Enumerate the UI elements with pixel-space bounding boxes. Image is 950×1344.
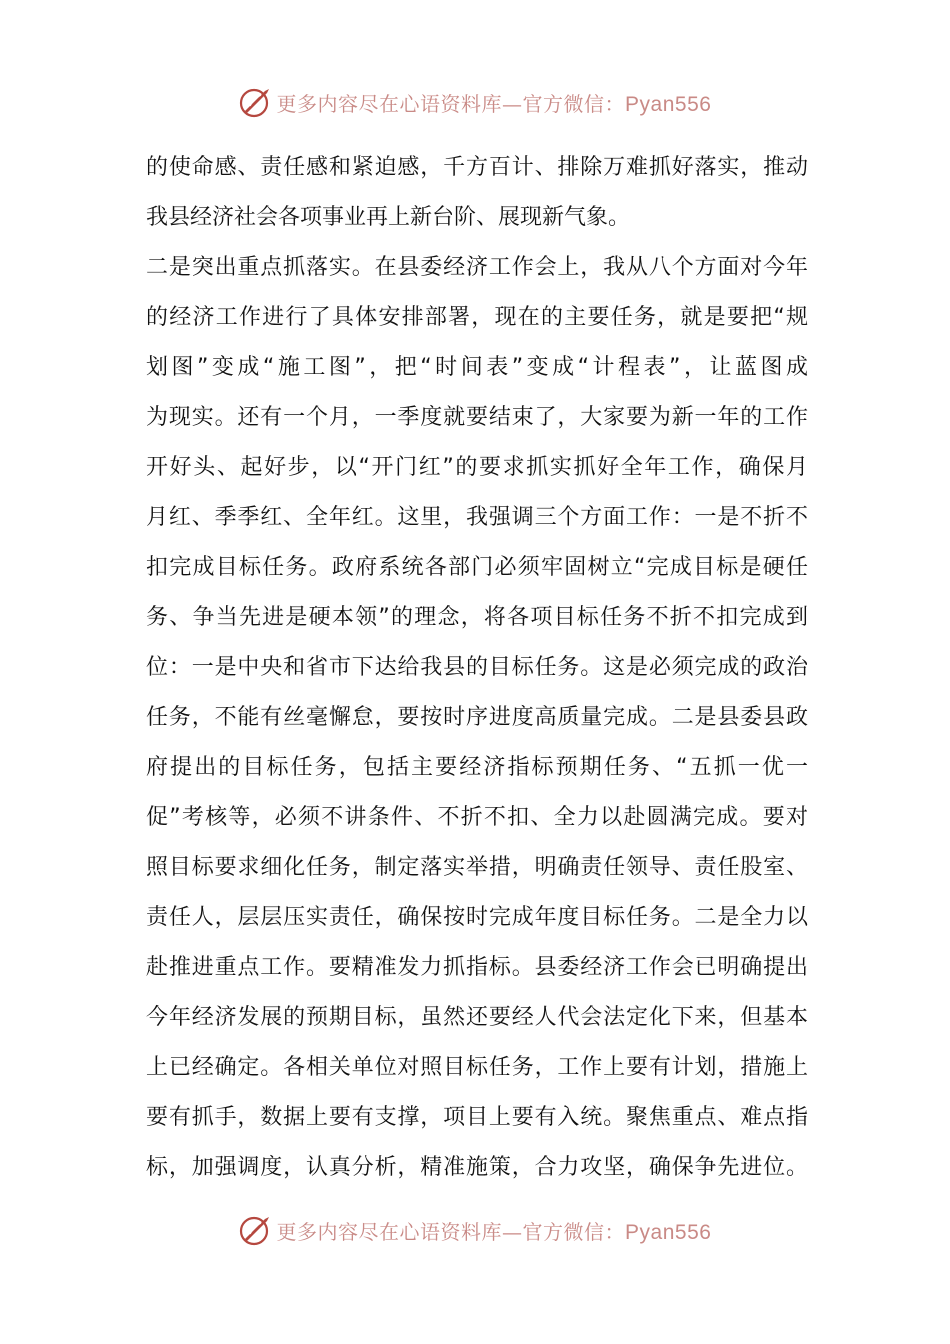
body-line-16: 责任人，层层压实责任，确保按时完成年度目标任务。二是全力以 bbox=[146, 905, 808, 930]
body-line-2: 我县经济社会各项事业再上新台阶、展现新气象。 bbox=[146, 205, 631, 230]
body-line-12: 任务，不能有丝毫懈怠，要按时序进度高质量完成。二是县委县政 bbox=[146, 705, 808, 730]
body-line-11: 位：一是中央和省市下达给我县的目标任务。这是必须完成的政治 bbox=[146, 655, 808, 680]
body-line-10: 务、争当先进是硬本领”的理念，将各项目标任务不折不扣完成到 bbox=[146, 605, 808, 630]
body-line-3: 二是突出重点抓落实。在县委经济工作会上，我从八个方面对今年 bbox=[146, 255, 808, 280]
body-line-19: 上已经确定。各相关单位对照目标任务，工作上要有计划，措施上 bbox=[146, 1055, 808, 1080]
body-line-8: 月红、季季红、全年红。这里，我强调三个方面工作：一是不折不 bbox=[146, 505, 808, 530]
quill-pen-logo-icon bbox=[239, 1213, 273, 1247]
footer-banner bbox=[0, 1210, 950, 1250]
footer-wechat-id: Pyan556 bbox=[625, 1220, 712, 1244]
body-line-15: 照目标要求细化任务，制定落实举措，明确责任领导、责任股室、 bbox=[146, 855, 808, 880]
body-line-21: 标，加强调度，认真分析，精准施策，合力攻坚，确保争先进位。 bbox=[146, 1155, 808, 1180]
body-line-9: 扣完成目标任务。政府系统各部门必须牢固树立“完成目标是硬任 bbox=[146, 555, 808, 580]
header-banner bbox=[0, 82, 950, 122]
footer-banner-text: 更多内容尽在心语资料库—官方微信：Pyan556 bbox=[276, 1219, 712, 1244]
body-line-5: 划图”变成“施工图”，把“时间表”变成“计程表”，让蓝图成 bbox=[146, 355, 808, 380]
body-line-20: 要有抓手，数据上要有支撑，项目上要有入统。聚焦重点、难点指 bbox=[146, 1105, 808, 1130]
header-banner-text: 更多内容尽在心语资料库—官方微信：Pyan556 bbox=[276, 91, 712, 116]
body-line-7: 开好头、起好步，以“开门红”的要求抓实抓好全年工作，确保月 bbox=[146, 455, 808, 480]
body-line-4: 的经济工作进行了具体安排部署，现在的主要任务，就是要把“规 bbox=[146, 305, 808, 330]
body-line-1: 的使命感、责任感和紧迫感，千方百计、排除万难抓好落实，推动 bbox=[146, 155, 808, 180]
body-line-18: 今年经济发展的预期目标，虽然还要经人代会法定化下来，但基本 bbox=[146, 1005, 808, 1030]
quill-pen-logo-icon bbox=[239, 85, 273, 119]
body-line-17: 赴推进重点工作。要精准发力抓指标。县委经济工作会已明确提出 bbox=[146, 955, 808, 980]
body-line-14: 促”考核等，必须不讲条件、不折不扣、全力以赴圆满完成。要对 bbox=[146, 805, 808, 830]
document-body bbox=[146, 143, 808, 1193]
header-wechat-id: Pyan556 bbox=[625, 92, 712, 116]
body-line-6: 为现实。还有一个月，一季度就要结束了，大家要为新一年的工作 bbox=[146, 405, 808, 430]
body-line-13: 府提出的目标任务，包括主要经济指标预期任务、“五抓一优一 bbox=[146, 755, 808, 780]
